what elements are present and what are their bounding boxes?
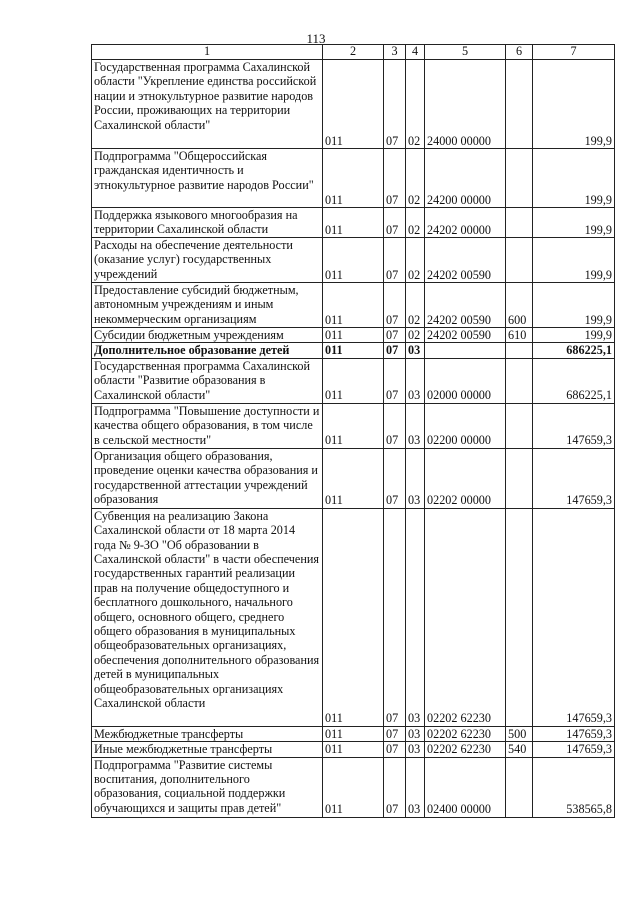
subsection-cell: 02 xyxy=(406,238,425,283)
section-cell: 07 xyxy=(384,208,406,238)
subsection-cell: 02 xyxy=(406,283,425,328)
subsection-cell: 03 xyxy=(406,508,425,726)
amount-cell: 147659,3 xyxy=(533,726,615,741)
section-cell: 07 xyxy=(384,448,406,508)
row-description: Межбюджетные трансферты xyxy=(92,726,323,741)
subsection-cell: 02 xyxy=(406,208,425,238)
table-row xyxy=(92,343,615,358)
target-article-cell: 02400 00000 xyxy=(425,757,506,817)
row-description: Дополнительное образование детей xyxy=(92,343,323,358)
target-article-cell: 24202 00590 xyxy=(425,238,506,283)
section-cell: 07 xyxy=(384,742,406,757)
section-cell: 07 xyxy=(384,403,406,448)
admin-code-cell: 011 xyxy=(323,238,384,283)
target-article-cell xyxy=(425,343,506,358)
row-description: Иные межбюджетные трансферты xyxy=(92,742,323,757)
subsection-cell: 02 xyxy=(406,60,425,149)
section-cell: 07 xyxy=(384,60,406,149)
amount-cell: 147659,3 xyxy=(533,508,615,726)
row-description: Государственная программа Сахалинской области "Развитие образования в Сахалинской области" xyxy=(92,358,323,403)
expense-type-cell xyxy=(506,403,533,448)
column-header: 5 xyxy=(425,45,506,60)
target-article-cell: 24202 00590 xyxy=(425,328,506,343)
table-row xyxy=(92,742,615,757)
row-description: Организация общего образования, проведение оценки качества образования и государственной аттестации учреждений образования xyxy=(92,448,323,508)
column-header: 6 xyxy=(506,45,533,60)
expense-type-cell xyxy=(506,448,533,508)
subsection-cell: 03 xyxy=(406,403,425,448)
table-row xyxy=(92,358,615,403)
admin-code-cell: 011 xyxy=(323,742,384,757)
admin-code-cell: 011 xyxy=(323,508,384,726)
admin-code-cell: 011 xyxy=(323,358,384,403)
table-row xyxy=(92,757,615,817)
subsection-cell: 03 xyxy=(406,742,425,757)
section-cell: 07 xyxy=(384,328,406,343)
expense-type-cell xyxy=(506,149,533,208)
target-article-cell: 02202 62230 xyxy=(425,726,506,741)
admin-code-cell: 011 xyxy=(323,328,384,343)
amount-cell: 538565,8 xyxy=(533,757,615,817)
subsection-cell: 02 xyxy=(406,328,425,343)
row-description: Подпрограмма "Развитие системы воспитания, дополнительного образования, социальной поддержки обучающихся и защиты прав детей" xyxy=(92,757,323,817)
table-row xyxy=(92,726,615,741)
row-description: Расходы на обеспечение деятельности (оказание услуг) государственных учреждений xyxy=(92,238,323,283)
amount-cell: 147659,3 xyxy=(533,403,615,448)
row-description: Предоставление субсидий бюджетным, автономным учреждениям и иным некоммерческим организациям xyxy=(92,283,323,328)
column-header: 2 xyxy=(323,45,384,60)
target-article-cell: 02202 00000 xyxy=(425,448,506,508)
section-cell: 07 xyxy=(384,358,406,403)
expense-type-cell xyxy=(506,60,533,149)
table-row xyxy=(92,448,615,508)
target-article-cell: 02000 00000 xyxy=(425,358,506,403)
admin-code-cell: 011 xyxy=(323,448,384,508)
page-number: 113 xyxy=(306,31,326,46)
budget-table xyxy=(91,44,615,818)
expense-type-cell xyxy=(506,238,533,283)
amount-cell: 199,9 xyxy=(533,60,615,149)
table-row xyxy=(92,60,615,149)
row-description: Подпрограмма "Повышение доступности и качества общего образования, в том числе в сельской местности" xyxy=(92,403,323,448)
amount-cell: 199,9 xyxy=(533,208,615,238)
amount-cell: 686225,1 xyxy=(533,343,615,358)
subsection-cell: 03 xyxy=(406,343,425,358)
admin-code-cell: 011 xyxy=(323,283,384,328)
expense-type-cell: 610 xyxy=(506,328,533,343)
subsection-cell: 03 xyxy=(406,757,425,817)
table-row xyxy=(92,508,615,726)
row-description: Субсидии бюджетным учреждениям xyxy=(92,328,323,343)
expense-type-cell xyxy=(506,358,533,403)
section-cell: 07 xyxy=(384,238,406,283)
target-article-cell: 24000 00000 xyxy=(425,60,506,149)
expense-type-cell xyxy=(506,757,533,817)
table-row xyxy=(92,238,615,283)
subsection-cell: 02 xyxy=(406,149,425,208)
subsection-cell: 03 xyxy=(406,448,425,508)
admin-code-cell: 011 xyxy=(323,208,384,238)
table-header-row xyxy=(92,45,615,60)
target-article-cell: 02202 62230 xyxy=(425,742,506,757)
amount-cell: 199,9 xyxy=(533,328,615,343)
section-cell: 07 xyxy=(384,757,406,817)
amount-cell: 686225,1 xyxy=(533,358,615,403)
column-header: 3 xyxy=(384,45,406,60)
expense-type-cell: 500 xyxy=(506,726,533,741)
target-article-cell: 24200 00000 xyxy=(425,149,506,208)
row-description: Подпрограмма "Общероссийская гражданская идентичность и этнокультурное развитие народов России" xyxy=(92,149,323,208)
section-cell: 07 xyxy=(384,508,406,726)
admin-code-cell: 011 xyxy=(323,343,384,358)
section-cell: 07 xyxy=(384,726,406,741)
target-article-cell: 02202 62230 xyxy=(425,508,506,726)
row-description: Субвенция на реализацию Закона Сахалинской области от 18 марта 2014 года № 9-ЗО "Об образовании в Сахалинской области" в части обеспечения государственных гарантий реализации прав на получение общедоступного и бесплатного дошкольного, начального общего, основного общего, среднего общего образования в муниципальных общеобразовательных организациях, обеспечения дополнительного образования детей в муниципальных общеобразовательных организациях Сахалинской области xyxy=(92,508,323,726)
expense-type-cell xyxy=(506,508,533,726)
admin-code-cell: 011 xyxy=(323,726,384,741)
admin-code-cell: 011 xyxy=(323,757,384,817)
section-cell: 07 xyxy=(384,343,406,358)
table-row xyxy=(92,208,615,238)
admin-code-cell: 011 xyxy=(323,60,384,149)
amount-cell: 199,9 xyxy=(533,283,615,328)
row-description: Поддержка языкового многообразия на территории Сахалинской области xyxy=(92,208,323,238)
expense-type-cell: 540 xyxy=(506,742,533,757)
target-article-cell: 24202 00000 xyxy=(425,208,506,238)
section-cell: 07 xyxy=(384,283,406,328)
amount-cell: 147659,3 xyxy=(533,448,615,508)
subsection-cell: 03 xyxy=(406,358,425,403)
amount-cell: 199,9 xyxy=(533,238,615,283)
column-header: 4 xyxy=(406,45,425,60)
target-article-cell: 24202 00590 xyxy=(425,283,506,328)
amount-cell: 199,9 xyxy=(533,149,615,208)
table-row xyxy=(92,149,615,208)
section-cell: 07 xyxy=(384,149,406,208)
table-row xyxy=(92,283,615,328)
expense-type-cell: 600 xyxy=(506,283,533,328)
admin-code-cell: 011 xyxy=(323,403,384,448)
column-header: 1 xyxy=(92,45,323,60)
table-row xyxy=(92,328,615,343)
amount-cell: 147659,3 xyxy=(533,742,615,757)
admin-code-cell: 011 xyxy=(323,149,384,208)
row-description: Государственная программа Сахалинской области "Укрепление единства российской нации и этнокультурное развитие народов России, проживающих на территории Сахалинской области" xyxy=(92,60,323,149)
subsection-cell: 03 xyxy=(406,726,425,741)
target-article-cell: 02200 00000 xyxy=(425,403,506,448)
expense-type-cell xyxy=(506,208,533,238)
expense-type-cell xyxy=(506,343,533,358)
column-header: 7 xyxy=(533,45,615,60)
table-row xyxy=(92,403,615,448)
